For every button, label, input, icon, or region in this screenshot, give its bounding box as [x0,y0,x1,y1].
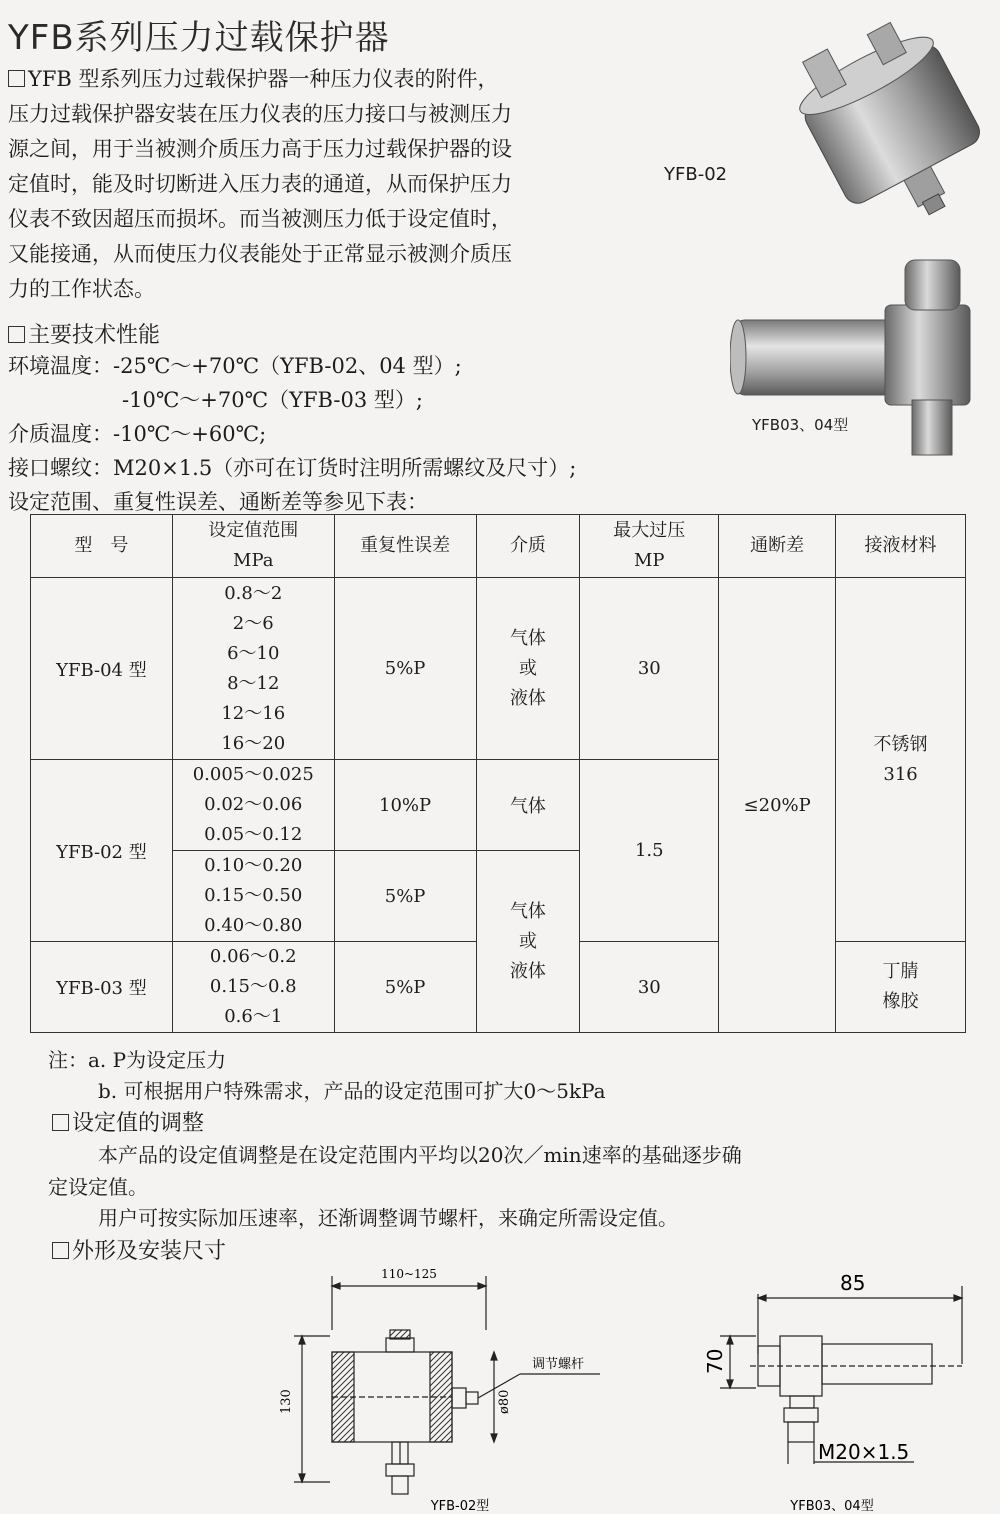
drawing-caption-yfb0304: YFB03、04型 [790,1499,874,1514]
header-model: 型 号 [31,515,173,578]
cell-maxover: 30 [580,578,719,760]
cell-repeat: 10%P [334,760,476,851]
drawing-yfb02 [270,1264,630,1514]
cell-maxover: 30 [580,942,719,1033]
intro-line: 力的工作状态。 [8,277,155,301]
checkbox-icon [52,1242,69,1259]
spec-table [30,514,966,1033]
drawing-caption-yfb02: YFB-02型 [430,1499,490,1514]
spec-ambient-temp: 环境温度：-25℃～+70℃（YFB-02、04 型）; [8,354,462,378]
cell-material-ss: 不锈钢 316 [836,578,966,942]
note-b: b. 可根据用户特殊需求，产品的设定范围可扩大0～5kPa [98,1079,606,1103]
section-heading-main: 主要技术性能 [8,318,160,349]
intro-line: 又能接通，从而使压力仪表能处于正常显示被测介质压 [8,242,512,266]
header-repeat: 重复性误差 [334,515,476,578]
spec-medium-temp: 介质温度：-10℃～+60℃; [8,422,267,446]
adjust-text: 用户可按实际加压速率，还渐调整调节螺杆，来确定所需设定值。 [98,1206,678,1230]
header-maxover: 最大过压 MP [580,515,719,578]
cell-repeat: 5%P [334,942,476,1033]
dim-dia-label: ø80 [497,1389,512,1414]
drawing-yfb0304 [700,1264,1000,1514]
cell-range: 0.10～0.20 0.15～0.50 0.40～0.80 [172,851,334,942]
spec-thread: 接口螺纹：M20×1.5（亦可在订货时注明所需螺纹及尺寸）; [8,456,577,480]
note-a: 注：a. P为设定压力 [48,1048,227,1072]
checkbox-icon [8,70,25,87]
intro-line: YFB 型系列压力过载保护器一种压力仪表的附件， [8,62,558,97]
callout-adjust-screw: 调节螺杆 [532,1357,585,1372]
cell-model: YFB-02 型 [31,760,173,942]
cell-material-nbr: 丁腈 橡胶 [836,942,966,1033]
header-material: 接液材料 [836,515,966,578]
table-header-row [31,515,966,578]
intro-paragraph [8,62,558,307]
checkbox-icon [52,1114,69,1131]
adjust-text: 定设定值。 [48,1175,148,1199]
intro-line: 源之间，用于当被测介质压力高于压力过载保护器的设 [8,137,512,161]
dim-height-label: 130 [279,1389,294,1414]
cell-range: 0.06～0.2 0.15～0.8 0.6～1 [172,942,334,1033]
spec-table-intro: 设定范围、重复性误差、通断差等参见下表： [8,490,428,514]
cell-model: YFB-03 型 [31,942,173,1033]
intro-line: 仪表不致因超压而损坏。而当被测压力低于设定值时， [8,207,512,231]
dim-width-label: 85 [840,1271,866,1295]
yfb02-photo [770,20,1000,220]
photo-caption-yfb02: YFB-02 [664,164,728,185]
page-title: YFB系列压力过载保护器 [8,18,390,58]
header-range: 设定值范围 MPa [172,515,334,578]
checkbox-icon [8,326,25,343]
section-heading-adjust: 设定值的调整 [52,1106,204,1137]
header-medium: 介质 [476,515,580,578]
cell-onoff: ≤20%P [719,578,836,1033]
table-row [31,578,966,760]
header-onoff: 通断差 [719,515,836,578]
cell-medium: 气体 或 液体 [476,578,580,760]
intro-line: 压力过载保护器安装在压力仪表的压力接口与被测压力 [8,102,512,126]
dim-height-label: 70 [703,1348,727,1374]
cell-medium: 气体 [476,760,580,851]
cell-medium: 气体 或 液体 [476,851,580,1033]
cell-repeat: 5%P [334,578,476,760]
dim-width-label: 110~125 [381,1267,437,1281]
photo-caption-yfb0304: YFB03、04型 [752,416,849,434]
cell-maxover: 1.5 [580,760,719,942]
cell-repeat: 5%P [334,851,476,942]
adjust-text: 本产品的设定值调整是在设定范围内平均以20次／min速率的基础逐步确 [98,1143,742,1167]
cell-range: 0.8～2 2～6 6～10 8～12 12～16 16～20 [172,578,334,760]
dim-thread-label: M20×1.5 [818,1440,910,1464]
intro-line: 定值时，能及时切断进入压力表的通道，从而保护压力 [8,172,512,196]
cell-model: YFB-04 型 [31,578,173,760]
spec-ambient-temp-03: -10℃～+70℃（YFB-03 型）; [122,388,423,412]
section-heading-dims: 外形及安装尺寸 [52,1234,226,1265]
cell-range: 0.005～0.025 0.02～0.06 0.05～0.12 [172,760,334,851]
